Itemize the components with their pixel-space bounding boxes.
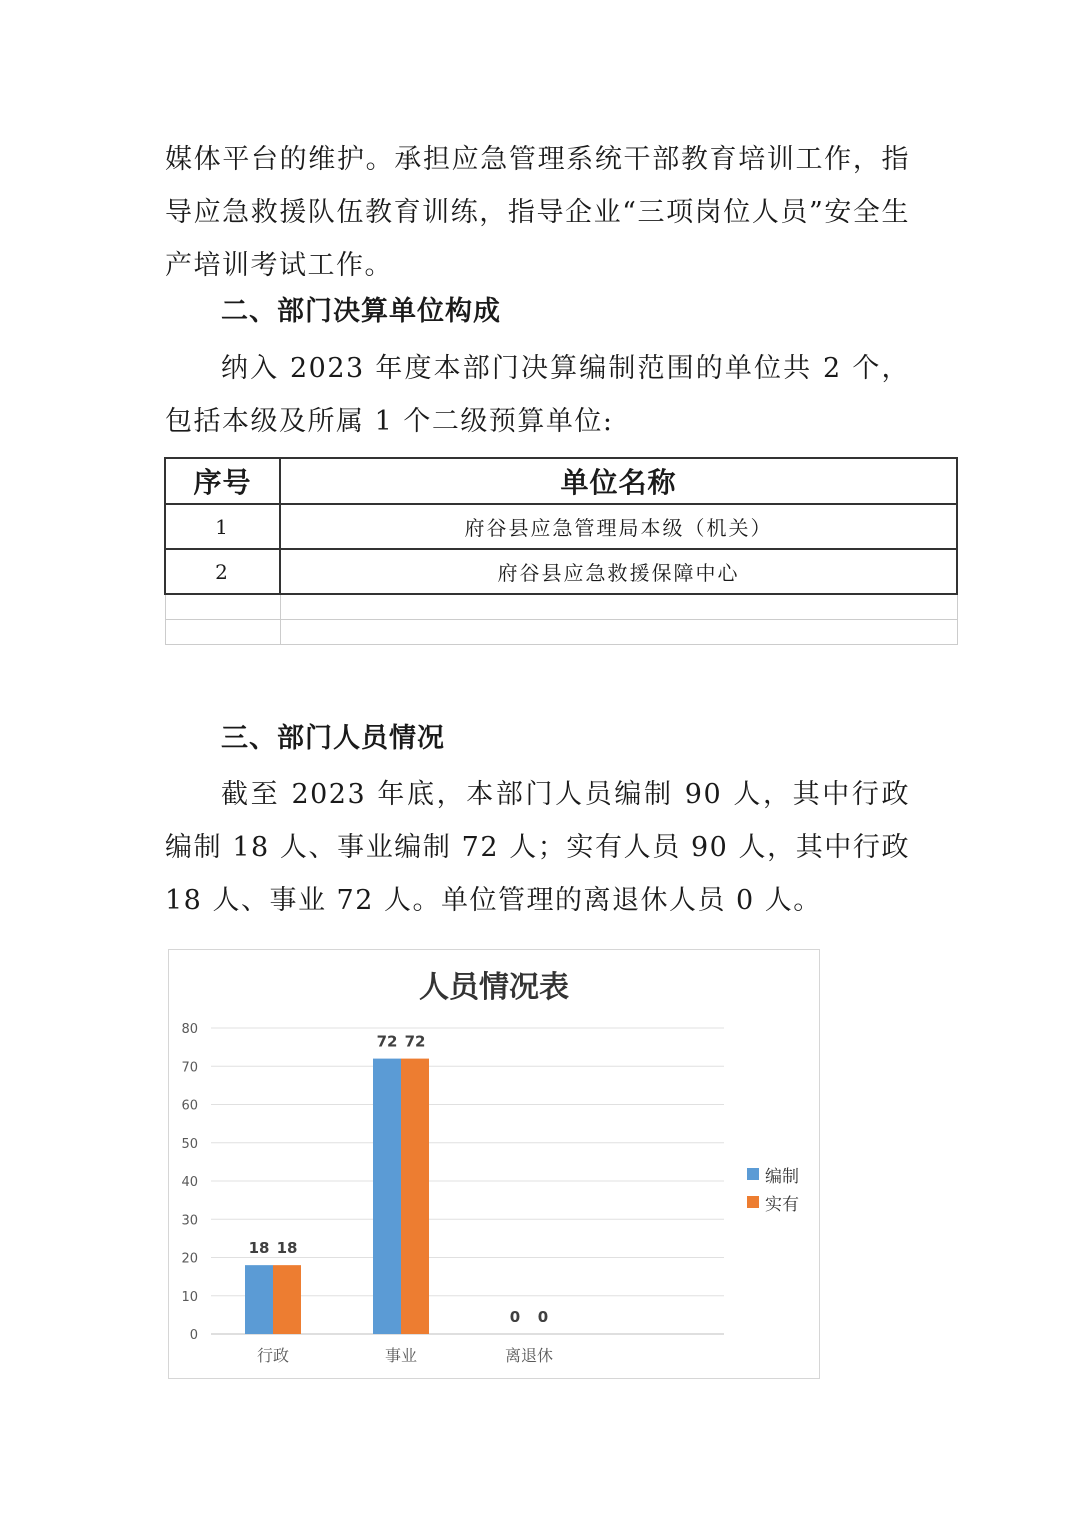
data-label: 0 bbox=[537, 1308, 549, 1326]
section-heading-unit-structure: 二、部门决算单位构成 bbox=[221, 296, 501, 327]
bar bbox=[245, 1265, 273, 1334]
y-tick-label: 0 bbox=[189, 1328, 198, 1343]
data-label: 0 bbox=[509, 1308, 521, 1326]
table-row bbox=[165, 549, 957, 594]
header-unit-name: 单位名称 bbox=[280, 458, 957, 504]
y-tick-label: 20 bbox=[181, 1251, 198, 1267]
cell-serial: 2 bbox=[165, 549, 280, 594]
data-label: 72 bbox=[376, 1032, 398, 1051]
table-row-empty bbox=[165, 594, 957, 620]
chart-legend bbox=[747, 1160, 799, 1216]
y-tick-label: 60 bbox=[181, 1098, 198, 1114]
table-row-empty bbox=[165, 620, 957, 645]
legend-label: 实有 bbox=[765, 1194, 799, 1215]
chart-canvas bbox=[169, 950, 819, 1378]
legend-swatch bbox=[747, 1168, 759, 1180]
legend-label: 编制 bbox=[765, 1166, 799, 1187]
legend-item bbox=[747, 1188, 799, 1216]
y-tick-label: 10 bbox=[181, 1289, 198, 1305]
y-tick-label: 70 bbox=[181, 1060, 198, 1076]
cell-unit-name: 府谷县应急救援保障中心 bbox=[280, 549, 957, 594]
legend-item bbox=[747, 1160, 799, 1188]
section-heading-staff: 三、部门人员情况 bbox=[221, 723, 445, 754]
data-label: 18 bbox=[276, 1239, 298, 1258]
bar bbox=[401, 1059, 429, 1334]
data-label: 72 bbox=[404, 1032, 426, 1051]
data-label: 18 bbox=[248, 1239, 270, 1258]
x-tick-label: 离退休 bbox=[504, 1346, 554, 1365]
cell-empty bbox=[280, 594, 957, 620]
x-tick-label: 事业 bbox=[384, 1346, 418, 1365]
y-tick-label: 50 bbox=[181, 1136, 198, 1152]
unit-table-header-row bbox=[165, 458, 957, 504]
chart-title: 人员情况表 bbox=[419, 970, 569, 1005]
x-tick-label: 行政 bbox=[256, 1346, 290, 1365]
paragraph-duties-continued: 媒体平台的维护。承担应急管理系统干部教育培训工作，指导应急救援队伍教育训练，指导企业“三项岗位人员”安全生产培训考试工作。 bbox=[165, 144, 910, 281]
cell-empty bbox=[165, 620, 280, 645]
table-row bbox=[165, 504, 957, 549]
staff-bar-chart bbox=[168, 949, 820, 1379]
cell-empty bbox=[280, 620, 957, 645]
bar bbox=[373, 1059, 401, 1334]
header-serial: 序号 bbox=[165, 458, 280, 504]
bar bbox=[273, 1265, 301, 1334]
cell-empty bbox=[165, 594, 280, 620]
cell-unit-name: 府谷县应急管理局本级（机关） bbox=[280, 504, 957, 549]
unit-table bbox=[164, 457, 958, 645]
cell-serial: 1 bbox=[165, 504, 280, 549]
legend-swatch bbox=[747, 1196, 759, 1208]
paragraph-staff-summary: 截至 2023 年底，本部门人员编制 90 人，其中行政编制 18 人、事业编制 72 人；实有人员 90 人，其中行政 18 人、事业 72 人。单位管理的离退休人员 0 人。 bbox=[165, 779, 910, 916]
y-tick-label: 30 bbox=[181, 1213, 198, 1229]
paragraph-unit-scope: 纳入 2023 年度本部门决算编制范围的单位共 2 个，包括本级及所属 1 个二级预算单位: bbox=[165, 353, 910, 437]
y-tick-label: 80 bbox=[181, 1022, 198, 1037]
y-tick-label: 40 bbox=[181, 1175, 198, 1190]
